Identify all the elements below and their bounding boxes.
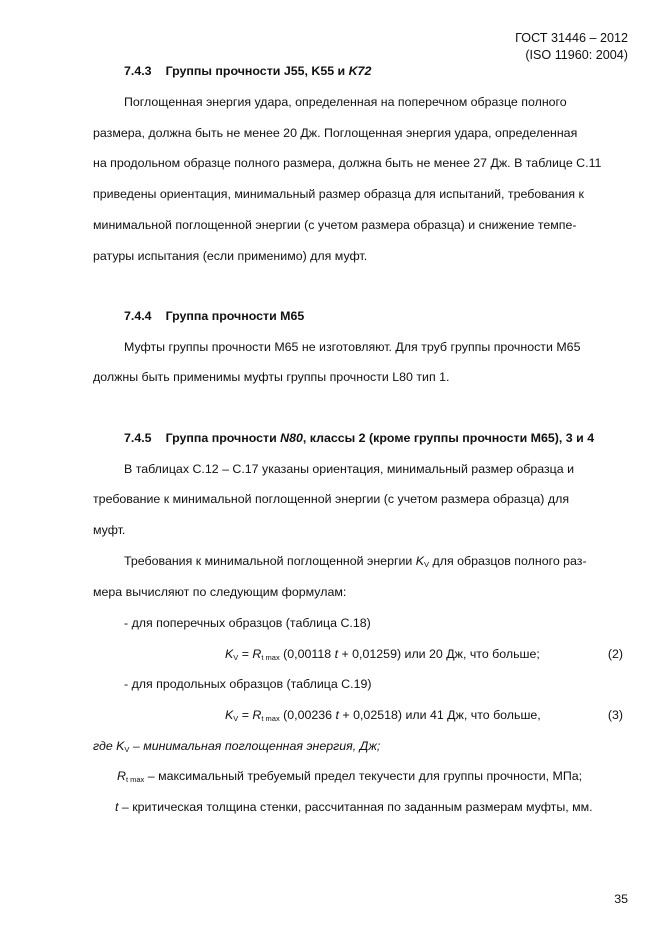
section-title: Группа прочности bbox=[165, 431, 281, 445]
paragraph-line: Поглощенная энергия удара, определенная на поперечном образце полного bbox=[124, 95, 567, 109]
page-number: 35 bbox=[614, 892, 628, 906]
iso-code: (ISO 11960: 2004) bbox=[525, 48, 628, 62]
where-kv: где KV – минимальная поглощенная энергия, Дж; bbox=[93, 739, 381, 754]
formula-2: KV = Rt max (0,00118 t + 0,01259) или 20 Дж, что больше; bbox=[225, 647, 540, 662]
section-title-italic: K72 bbox=[348, 64, 372, 78]
paragraph-line: на продольном образце полного размера, должна быть не менее 27 Дж. В таблице С.11 bbox=[93, 156, 602, 170]
equation-number: (3) bbox=[607, 708, 623, 722]
paragraph-line: В таблицах С.12 – С.17 указаны ориентация, минимальный размер образца и bbox=[124, 462, 575, 476]
section-number: 7.4.5 bbox=[124, 431, 152, 445]
symbol-v-subscript: V bbox=[424, 560, 430, 569]
formula-3: KV = Rt max (0,00236 t + 0,02518) или 41 Дж, что больше, bbox=[225, 708, 541, 723]
paragraph-line: мера вычисляют по следующим формулам: bbox=[93, 585, 347, 599]
symbol-k: K bbox=[415, 554, 425, 568]
section-number: 7.4.4 bbox=[124, 309, 152, 323]
paragraph-line: ратуры испытания (если применимо) для муфт. bbox=[93, 249, 368, 263]
section-number: 7.4.3 bbox=[124, 64, 152, 78]
section-title: Группа прочности M65 bbox=[165, 309, 305, 323]
paragraph-line: требование к минимальной поглощенной энергии (с учетом размера образца) для bbox=[93, 492, 570, 506]
paragraph-line: приведены ориентация, минимальный размер образца для испытаний, требования к bbox=[93, 187, 584, 201]
transverse-specimens-label: - для поперечных образцов (таблица С.18) bbox=[124, 616, 371, 630]
paragraph-line: должны быть применимы муфты группы прочности L80 тип 1. bbox=[93, 370, 450, 384]
section-title-italic: N80 bbox=[280, 431, 303, 445]
requirements-line: Требования к минимальной поглощенной энергии KV для образцов полного раз- bbox=[124, 554, 587, 569]
where-rt: Rt max – максимальный требуемый предел текучести для группы прочности, МПа; bbox=[117, 769, 583, 784]
paragraph-line: минимальной поглощенной энергии (с учетом размера образца) и снижение темпе- bbox=[93, 218, 577, 232]
document-code: ГОСТ 31446 – 2012 bbox=[515, 31, 628, 45]
paragraph-line: муфт. bbox=[93, 523, 126, 537]
section-7-4-4-heading bbox=[124, 309, 304, 323]
where-t: t – критическая толщина стенки, рассчитанная по заданным размерам муфты, мм. bbox=[115, 800, 593, 814]
longitudinal-specimens-label: - для продольных образцов (таблица С.19) bbox=[124, 677, 372, 691]
section-7-4-5-heading bbox=[124, 431, 594, 445]
paragraph-line: Муфты группы прочности M65 не изготовляют. Для труб группы прочности M65 bbox=[124, 340, 581, 354]
equation-number: (2) bbox=[607, 647, 623, 661]
section-7-4-3-heading bbox=[124, 64, 371, 78]
section-title: Группы прочности J55, K55 и bbox=[165, 64, 349, 78]
paragraph-line: размера, должна быть не менее 20 Дж. Поглощенная энергия удара, определенная bbox=[93, 126, 578, 140]
section-title-rest: , классы 2 (кроме группы прочности M65), 3 и 4 bbox=[302, 431, 595, 445]
